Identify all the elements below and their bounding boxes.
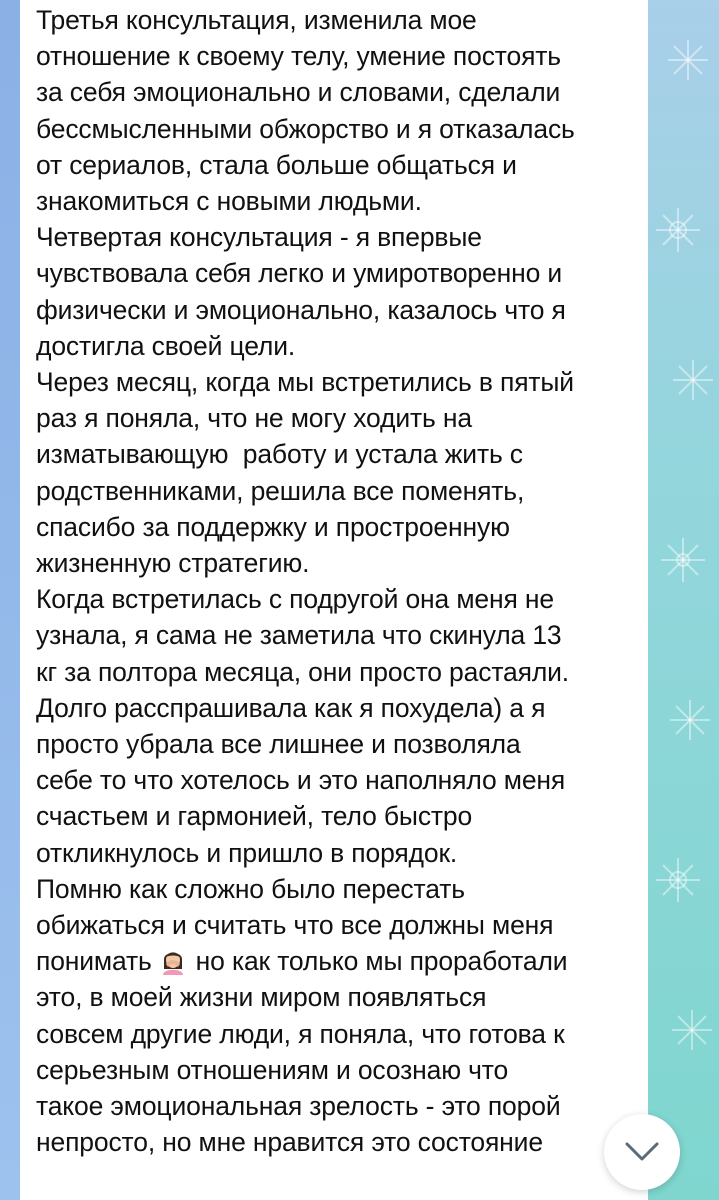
message-line: родственниками, решила все поменять, xyxy=(36,475,525,506)
message-line: достигла своей цели. xyxy=(36,330,296,361)
message-line: Через месяц, когда мы встретились в пятый xyxy=(36,367,574,398)
message-line: обижаться и считать что все должны меня xyxy=(36,910,554,941)
message-line: знакомиться с новыми людьми. xyxy=(36,186,422,217)
message-line: бессмысленными обжорство и я отказалась xyxy=(36,113,575,144)
message-line: кг за полтора месяца, они просто растаяли. xyxy=(36,656,569,687)
message-line: откликнулось и пришло в порядок. xyxy=(36,837,458,868)
message-line: от сериалов, стала больше общаться и xyxy=(36,149,517,180)
message-line: чувствовала себя легко и умиротворенно и xyxy=(36,258,563,289)
message-bubble xyxy=(20,0,648,1200)
message-line: за себя эмоционально и словами, сделали xyxy=(36,77,561,108)
message-line: Четвертая консультация - я впервые xyxy=(36,222,482,253)
message-line: себе то что хотелось и это наполняло меня xyxy=(36,765,566,796)
message-text xyxy=(36,0,636,1161)
message-line: Третья консультация, изменила мое xyxy=(36,5,477,35)
message-line: Долго расспрашивала как я похудела) а я xyxy=(36,692,546,723)
message-fragment: понимать xyxy=(36,946,152,977)
message-line: изматывающую работу и устала жить с xyxy=(36,439,523,470)
message-line: Помню как сложно было перестать xyxy=(36,873,465,904)
message-line: физически и эмоционально, казалось что я xyxy=(36,294,566,325)
message-line: совсем другие люди, я поняла, что готова к xyxy=(36,1018,565,1049)
message-line: раз я поняла, что не могу ходить на xyxy=(36,403,472,434)
message-line: просто убрала все лишнее и позволяла xyxy=(36,729,521,760)
chat-wallpaper-left xyxy=(0,0,20,1200)
message-line-with-emoji xyxy=(36,943,636,979)
message-line: жизненную стратегию. xyxy=(36,548,310,579)
message-line: это, в моей жизни миром появляться xyxy=(36,982,487,1013)
message-line: такое эмоциональная зрелость - это порой xyxy=(36,1091,561,1122)
facepalm-woman-icon xyxy=(160,947,186,975)
scroll-down-button[interactable] xyxy=(604,1114,680,1190)
chevron-down-icon xyxy=(624,1141,660,1163)
message-line: счастьем и гармонией, тело быстро xyxy=(36,801,473,832)
message-line: непросто, но мне нравится это состояние xyxy=(36,1127,543,1158)
message-line: серьезным отношениям и осознаю что xyxy=(36,1054,509,1085)
snowflake-pattern-icon xyxy=(648,0,719,1200)
message-line: Когда встретилась с подругой она меня не xyxy=(36,584,554,615)
message-fragment: но как только мы проработали xyxy=(195,946,568,977)
chat-wallpaper-right xyxy=(648,0,719,1200)
message-line: спасибо за поддержку и простроенную xyxy=(36,511,510,542)
message-line: отношение к своему телу, умение постоять xyxy=(36,41,561,72)
message-line: узнала, я сама не заметила что скинула 13 xyxy=(36,620,562,651)
